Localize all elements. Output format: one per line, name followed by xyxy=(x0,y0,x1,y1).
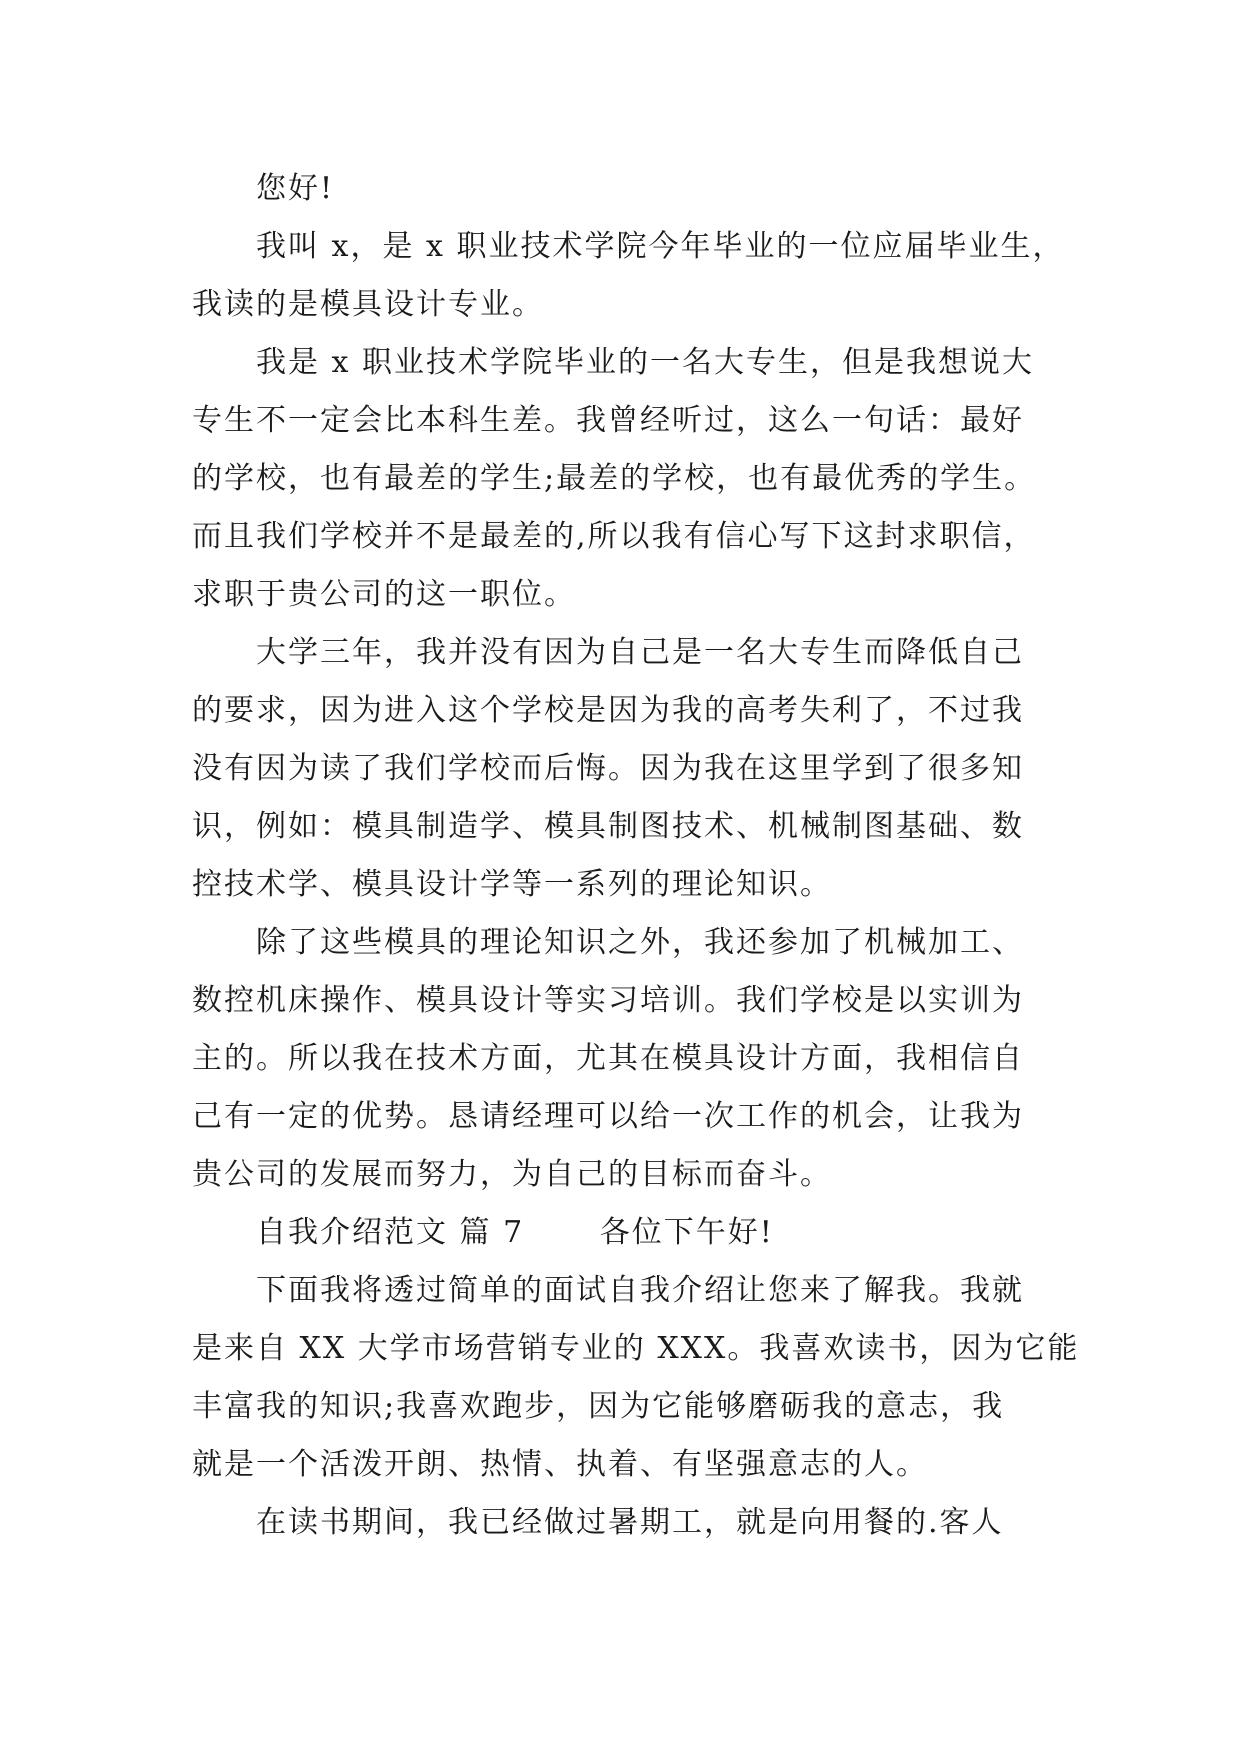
text-line: 求职于贵公司的这一职位。 xyxy=(192,577,576,612)
text-line: 下面我将透过简单的面试自我介绍让您来了解我。我就 xyxy=(256,1273,1024,1308)
document-body xyxy=(192,160,1080,1552)
text-line: 除了这些模具的理论知识之外，我还参加了机械加工、 xyxy=(256,925,1024,960)
text-line: 己有一定的优势。恳请经理可以给一次工作的机会，让我为 xyxy=(192,1099,1024,1134)
text-line: 我读的是模具设计专业。 xyxy=(192,287,544,322)
text-line: 在读书期间，我已经做过暑期工，就是向用餐的.客人 xyxy=(256,1505,1004,1540)
text-line: 贵公司的发展而努力，为自己的目标而奋斗。 xyxy=(192,1157,832,1192)
text-line: 数控机床操作、模具设计等实习培训。我们学校是以实训为 xyxy=(192,983,1024,1018)
text-line: 识，例如：模具制造学、模具制图技术、机械制图基础、数 xyxy=(192,809,1024,844)
text-line: 没有因为读了我们学校而后悔。因为我在这里学到了很多知 xyxy=(192,751,1024,786)
text-line: 主的。所以我在技术方面，尤其在模具设计方面，我相信自 xyxy=(192,1041,1024,1076)
greeting-line: 您好! xyxy=(256,171,335,206)
text-line: 专生不一定会比本科生差。我曾经听过，这么一句话：最好 xyxy=(192,403,1024,438)
text-line: 丰富我的知识;我喜欢跑步，因为它能够磨砺我的意志，我 xyxy=(192,1389,1005,1424)
text-line: 的要求，因为进入这个学校是因为我的高考失利了，不过我 xyxy=(192,693,1024,728)
text-line: 大学三年，我并没有因为自己是一名大专生而降低自己 xyxy=(256,635,1024,670)
text-line: 是来自 XX 大学市场营销专业的 XXX。我喜欢读书，因为它能 xyxy=(192,1331,1080,1366)
text-line: 控技术学、模具设计学等一系列的理论知识。 xyxy=(192,867,832,902)
text-line: 就是一个活泼开朗、热情、执着、有坚强意志的人。 xyxy=(192,1447,928,1482)
text-line: 我是 x 职业技术学院毕业的一名大专生，但是我想说大 xyxy=(256,345,1034,380)
section-heading-line: 自我介绍范文 篇 7 各位下午好! xyxy=(256,1215,774,1250)
text-line: 而且我们学校并不是最差的,所以我有信心写下这封求职信， xyxy=(192,519,1036,554)
text-line: 我叫 x，是 x 职业技术学院今年毕业的一位应届毕业生， xyxy=(256,229,1065,264)
text-line: 的学校，也有最差的学生;最差的学校，也有最优秀的学生。 xyxy=(192,461,1037,496)
